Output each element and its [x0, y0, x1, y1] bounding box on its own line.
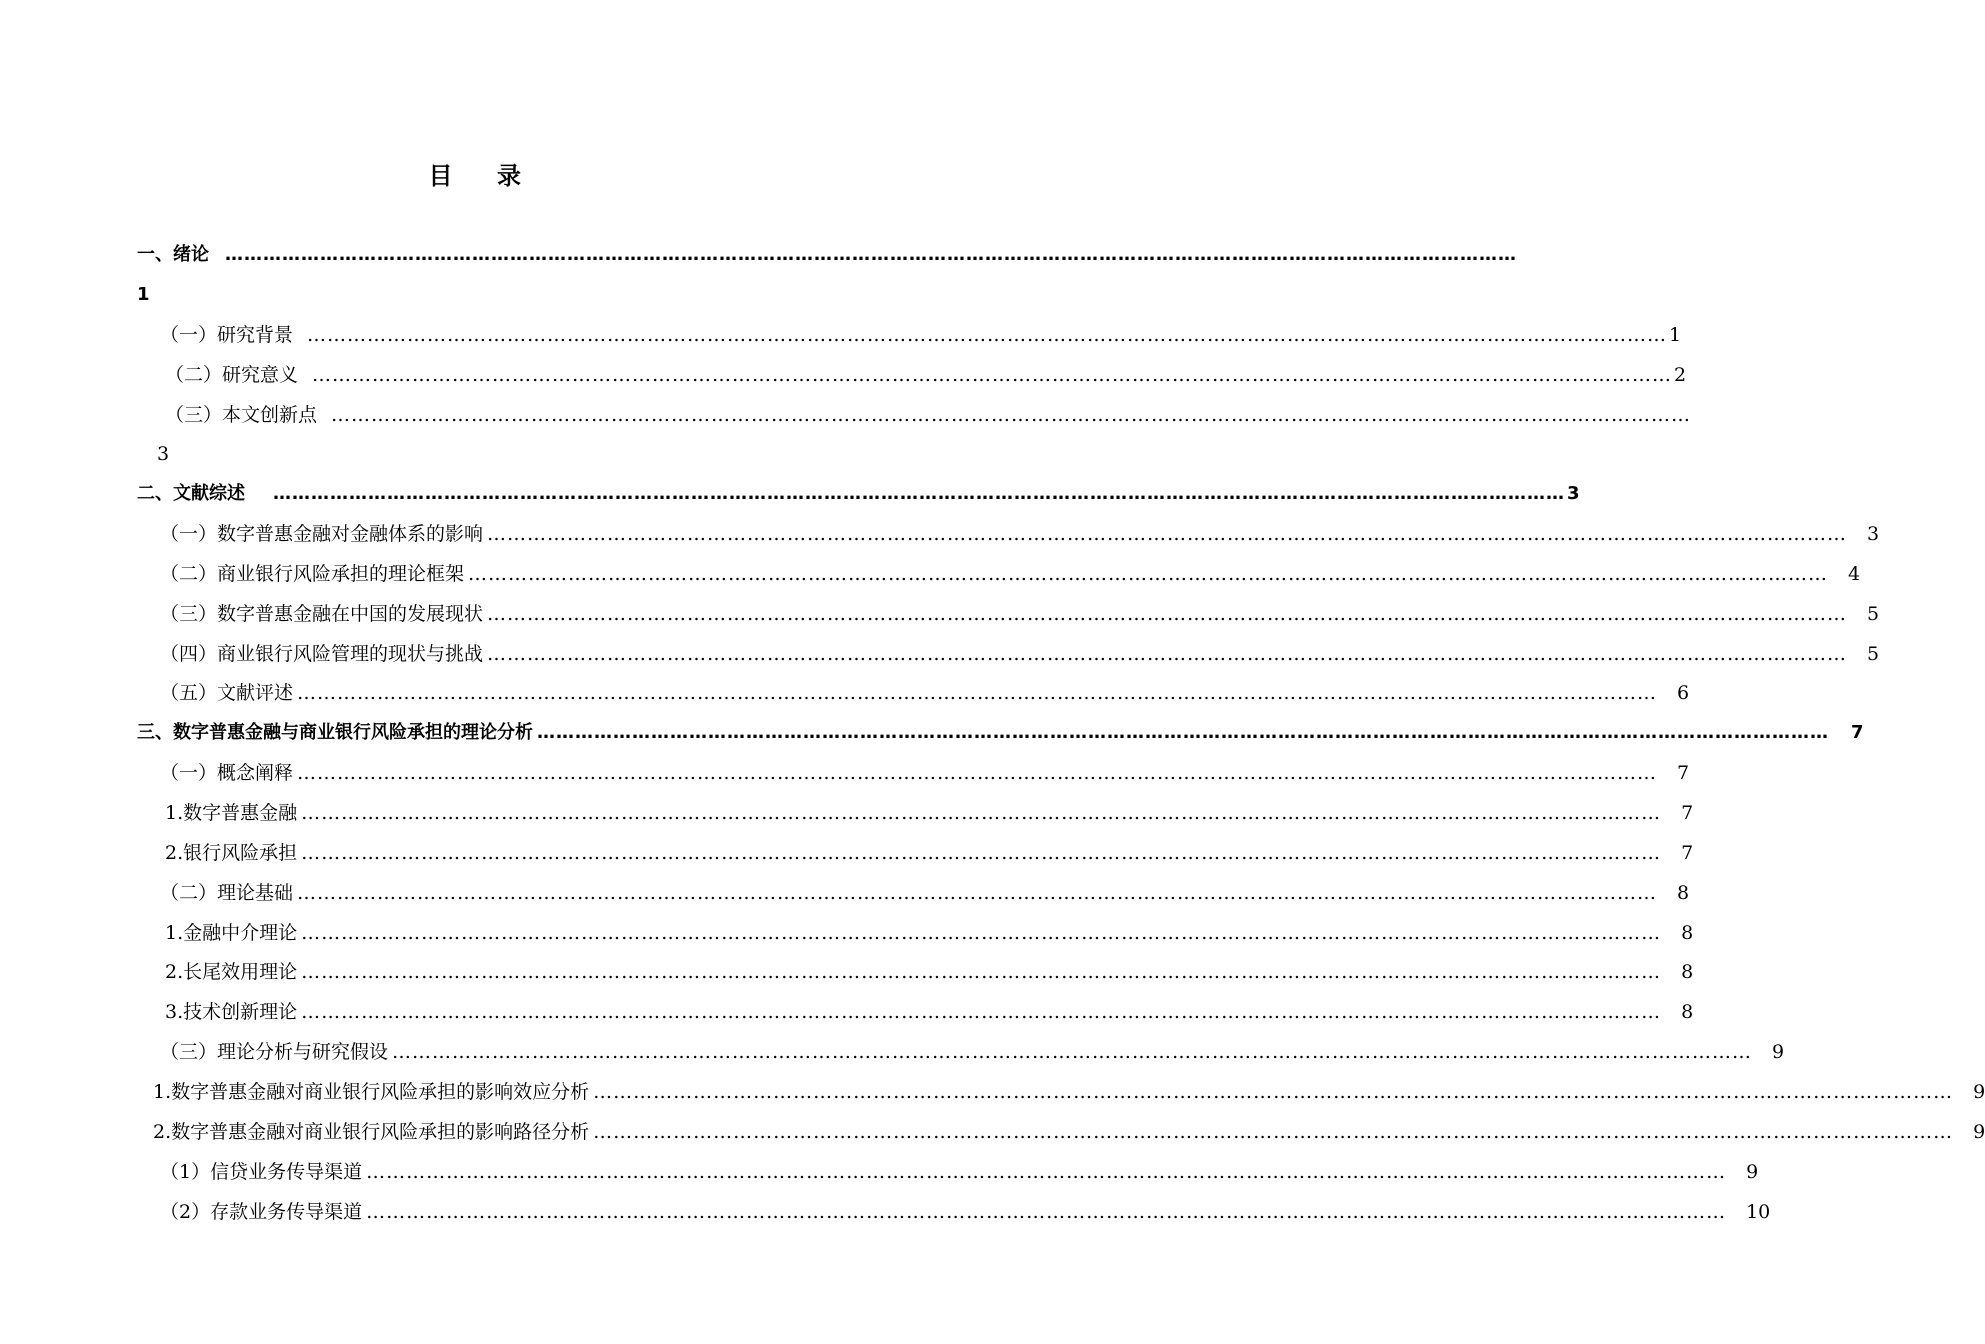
toc-leader: …………………………………………………………………………………………………………………………………………………………………………………… [312, 364, 1673, 386]
toc-entry-page: 3 [1567, 483, 1580, 504]
toc-entry-label: 1.金融中介理论 [165, 922, 298, 944]
toc-entry-label: （三）本文创新点 [165, 404, 318, 426]
toc-entry-label: （一）概念阐释 [160, 762, 294, 784]
toc-entry-page: 7 [1851, 722, 1864, 743]
toc-entry-page: 2 [1674, 364, 1687, 386]
toc-leader: …………………………………………………………………………………………………………………………………………………………………………………… [468, 563, 1829, 585]
toc-leader: …………………………………………………………………………………………………………………………………………………………………………………… [301, 961, 1662, 983]
toc-entry-1-page [137, 281, 150, 309]
toc-leader: …………………………………………………………………………………………………………………………………………………………………………………… [301, 922, 1662, 944]
toc-entry-page: 8 [1681, 1001, 1694, 1023]
toc-leader: …………………………………………………………………………………………………………………………………………………………………………………… [331, 404, 1692, 426]
toc-entry-page: 1 [1669, 324, 1682, 346]
toc-leader: …………………………………………………………………………………………………………………………………………………………………………………… [297, 762, 1658, 784]
toc-entry-page: 4 [1848, 563, 1861, 585]
toc-entry-3-3[interactable] [160, 1038, 1785, 1066]
toc-entry-page: 3 [1867, 523, 1880, 545]
toc-entry-label: 二、文献综述 [137, 483, 245, 504]
toc-entry-3-1-2[interactable] [165, 839, 1694, 867]
toc-entry-label: （三）数字普惠金融在中国的发展现状 [160, 603, 484, 625]
toc-entry-page: 5 [1867, 603, 1880, 625]
toc-entry-3-2-3[interactable] [165, 998, 1694, 1026]
toc-entry-3[interactable] [137, 719, 1864, 747]
toc-entry-label: （1）信贷业务传导渠道 [160, 1161, 363, 1183]
toc-entry-2-3[interactable] [160, 600, 1880, 628]
toc-leader: …………………………………………………………………………………………………………………………………………………………………………………… [487, 603, 1848, 625]
toc-entry-label: （2）存款业务传导渠道 [160, 1201, 363, 1223]
toc-entry-page: 9 [1973, 1081, 1985, 1103]
toc-leader: …………………………………………………………………………………………………………………………………………………………………………………… [225, 244, 1517, 265]
toc-entry-label: 三、数字普惠金融与商业银行风险承担的理论分析 [137, 722, 533, 743]
toc-entry-2-4[interactable] [160, 640, 1880, 668]
toc-entry-label: （一）数字普惠金融对金融体系的影响 [160, 523, 484, 545]
toc-leader: …………………………………………………………………………………………………………………………………………………………………………………… [301, 1001, 1662, 1023]
toc-entry-3-3-2-2[interactable] [160, 1198, 1771, 1226]
toc-entry-label: 2.银行风险承担 [165, 842, 298, 864]
toc-leader: …………………………………………………………………………………………………………………………………………………………………………………… [537, 722, 1829, 743]
toc-entry-page: 1 [137, 284, 150, 305]
toc-entry-2-5[interactable] [160, 679, 1690, 707]
toc-entry-label: 2.数字普惠金融对商业银行风险承担的影响路径分析 [153, 1121, 590, 1143]
toc-entry-page: 9 [1746, 1161, 1759, 1183]
toc-entry-3-2-2[interactable] [165, 958, 1694, 986]
toc-entry-label: 1.数字普惠金融 [165, 802, 298, 824]
toc-entry-1-2[interactable] [165, 361, 1687, 389]
toc-entry-label: （三）理论分析与研究假设 [160, 1041, 389, 1063]
toc-entry-page: 7 [1681, 842, 1694, 864]
toc-entry-3-2[interactable] [160, 879, 1690, 907]
toc-entry-label: （一）研究背景 [160, 324, 294, 346]
toc-entry-page: 10 [1746, 1201, 1771, 1223]
toc-entry-3-2-1[interactable] [165, 919, 1694, 947]
toc-entry-page: 7 [1677, 762, 1690, 784]
toc-entry-3-1[interactable] [160, 759, 1690, 787]
toc-leader: …………………………………………………………………………………………………………………………………………………………………………………… [487, 643, 1848, 665]
toc-entry-page: 9 [1973, 1121, 1985, 1143]
toc-entry-page: 3 [157, 443, 170, 465]
toc-leader: …………………………………………………………………………………………………………………………………………………………………………………… [366, 1201, 1727, 1223]
toc-entry-page: 9 [1772, 1041, 1785, 1063]
toc-entry-1-1[interactable] [160, 321, 1682, 349]
toc-entry-label: （二）商业银行风险承担的理论框架 [160, 563, 465, 585]
toc-leader: …………………………………………………………………………………………………………………………………………………………………………………… [297, 682, 1658, 704]
toc-entry-1-3-page [157, 440, 169, 468]
toc-leader: …………………………………………………………………………………………………………………………………………………………………………………… [301, 842, 1662, 864]
toc-entry-1[interactable] [137, 241, 1517, 269]
toc-entry-page: 7 [1681, 802, 1694, 824]
page-title [0, 156, 950, 191]
toc-entry-label: 3.技术创新理论 [165, 1001, 298, 1023]
toc-entry-2-2[interactable] [160, 560, 1861, 588]
toc-entry-3-3-2-1[interactable] [160, 1158, 1759, 1186]
toc-entry-page: 5 [1867, 643, 1880, 665]
toc-entry-3-3-1[interactable] [153, 1078, 1985, 1106]
toc-leader: …………………………………………………………………………………………………………………………………………………………………………………… [297, 882, 1658, 904]
toc-entry-label: 2.长尾效用理论 [165, 961, 298, 983]
toc-entry-1-3[interactable] [165, 401, 1692, 429]
toc-entry-3-3-2[interactable] [153, 1118, 1985, 1146]
toc-entry-3-1-1[interactable] [165, 799, 1694, 827]
toc-entry-label: 1.数字普惠金融对商业银行风险承担的影响效应分析 [153, 1081, 590, 1103]
toc-entry-label: 一、绪论 [137, 244, 209, 265]
toc-leader: …………………………………………………………………………………………………………………………………………………………………………………… [273, 483, 1565, 504]
toc-entry-2-1[interactable] [160, 520, 1880, 548]
toc-leader: …………………………………………………………………………………………………………………………………………………………………………………… [487, 523, 1848, 545]
toc-entry-label: （二）研究意义 [165, 364, 299, 386]
toc-entry-page: 8 [1677, 882, 1690, 904]
toc-leader: …………………………………………………………………………………………………………………………………………………………………………………… [593, 1081, 1954, 1103]
toc-entry-label: （四）商业银行风险管理的现状与挑战 [160, 643, 484, 665]
toc-leader: …………………………………………………………………………………………………………………………………………………………………………………… [301, 802, 1662, 824]
toc-entry-label: （五）文献评述 [160, 682, 294, 704]
toc-entry-page: 8 [1681, 922, 1694, 944]
toc-entry-label: （二）理论基础 [160, 882, 294, 904]
toc-leader: …………………………………………………………………………………………………………………………………………………………………………………… [366, 1161, 1727, 1183]
toc-leader: …………………………………………………………………………………………………………………………………………………………………………………… [392, 1041, 1753, 1063]
title-char-1: 目 [428, 162, 453, 190]
toc-entry-page: 8 [1681, 961, 1694, 983]
title-char-2: 录 [497, 162, 522, 190]
toc-leader: …………………………………………………………………………………………………………………………………………………………………………………… [307, 324, 1668, 346]
toc-entry-2[interactable] [137, 480, 1580, 508]
toc-entry-page: 6 [1677, 682, 1690, 704]
toc-leader: …………………………………………………………………………………………………………………………………………………………………………………… [593, 1121, 1954, 1143]
